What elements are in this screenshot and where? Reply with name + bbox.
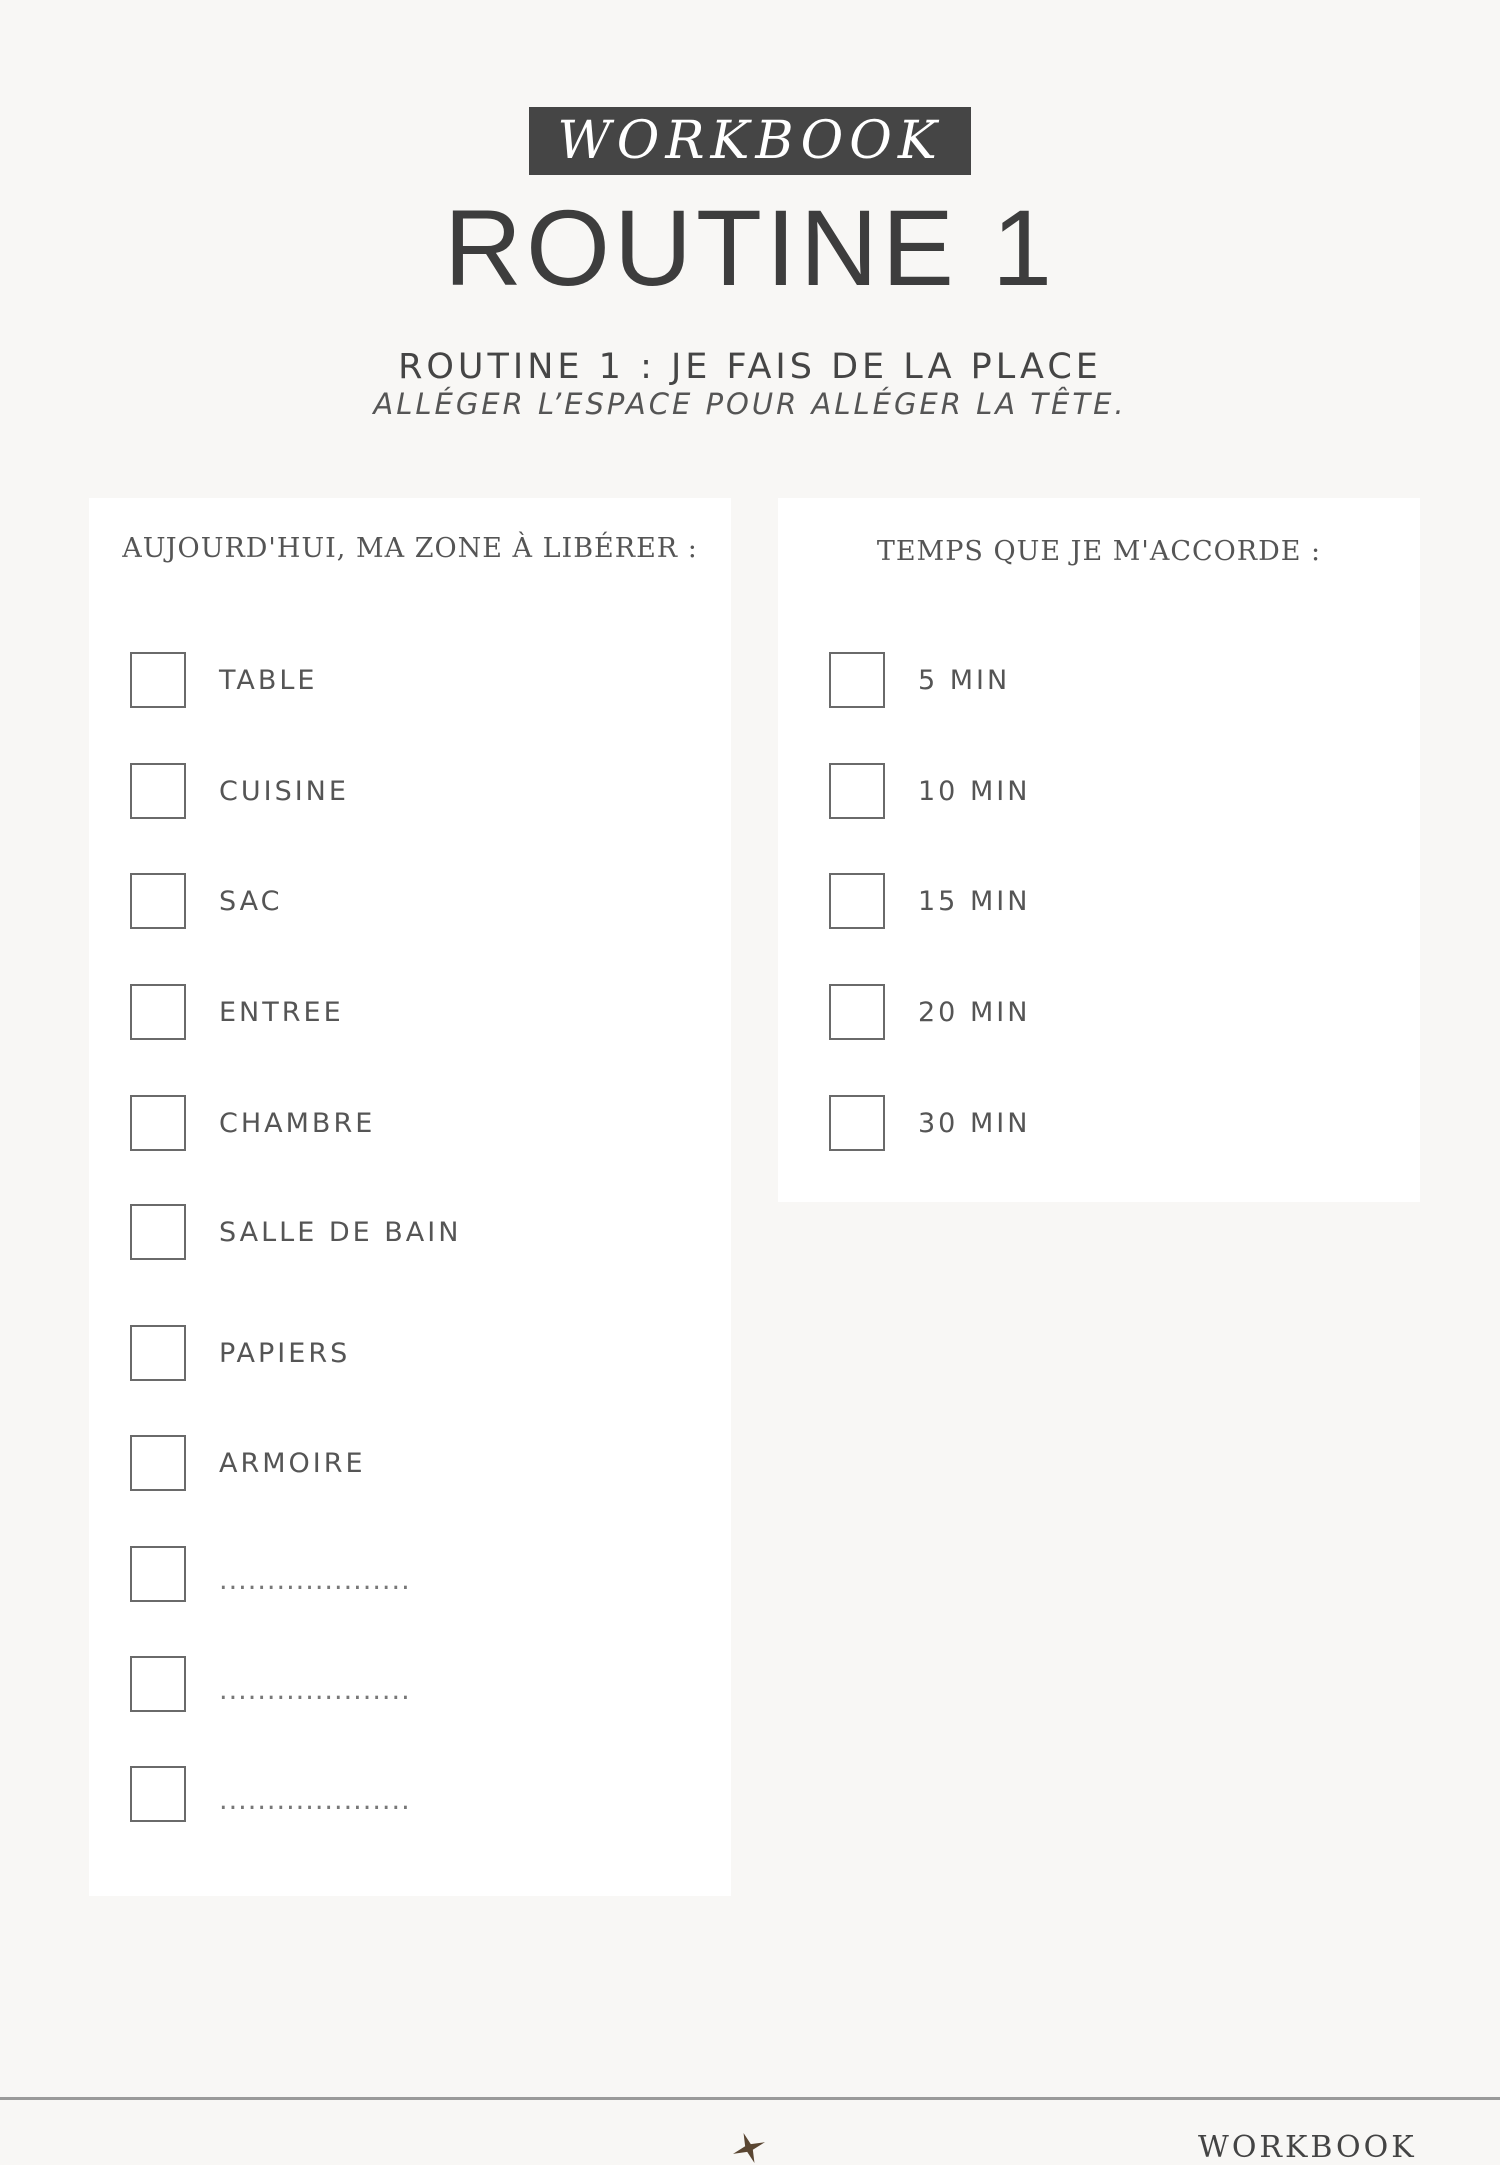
zone-item-label: SAC — [219, 885, 283, 917]
blank-line[interactable]: .................... — [219, 1564, 411, 1596]
zone-card-heading: AUJOURD'HUI, MA ZONE À LIBÉRER : — [122, 533, 698, 564]
time-item[interactable] — [829, 871, 1030, 931]
workbook-badge: WORKBOOK — [529, 107, 971, 175]
zone-item-blank[interactable] — [130, 1544, 411, 1604]
zone-item-label: TABLE — [219, 664, 318, 696]
zone-checkbox[interactable] — [130, 1435, 186, 1491]
time-checkbox[interactable] — [829, 873, 885, 929]
zone-item-label: CHAMBRE — [219, 1107, 376, 1139]
zone-item[interactable] — [130, 1323, 350, 1383]
zone-item-label: ENTREE — [219, 996, 344, 1028]
time-checkbox[interactable] — [829, 763, 885, 819]
page-subtitle: ROUTINE 1 : JE FAIS DE LA PLACE — [398, 347, 1102, 387]
time-checkbox[interactable] — [829, 984, 885, 1040]
time-item-label: 20 MIN — [918, 996, 1031, 1028]
zone-checkbox[interactable] — [130, 763, 186, 819]
time-card-heading: TEMPS QUE JE M'ACCORDE : — [876, 536, 1322, 567]
time-item[interactable] — [829, 761, 1030, 821]
time-item[interactable] — [829, 1093, 1030, 1153]
time-item-label: 15 MIN — [918, 885, 1031, 917]
zone-item-label: CUISINE — [219, 775, 349, 807]
time-item-label: 10 MIN — [918, 775, 1031, 807]
page-title: ROUTINE 1 — [443, 187, 1057, 308]
zone-item[interactable] — [130, 1093, 375, 1153]
zone-checkbox[interactable] — [130, 1325, 186, 1381]
zone-item-blank[interactable] — [130, 1764, 411, 1824]
zone-item-blank[interactable] — [130, 1654, 411, 1714]
zone-item[interactable] — [130, 1202, 461, 1262]
time-checkbox[interactable] — [829, 1095, 885, 1151]
zone-item[interactable] — [130, 650, 318, 710]
zone-item-label: ARMOIRE — [219, 1447, 366, 1479]
time-item-label: 5 MIN — [918, 664, 1011, 696]
zone-item[interactable] — [130, 761, 349, 821]
zone-checkbox[interactable] — [130, 1766, 186, 1822]
footer-divider — [0, 2097, 1500, 2100]
time-item-label: 30 MIN — [918, 1107, 1031, 1139]
footer-brand: WORKBOOK — [1198, 2130, 1417, 2165]
zone-item[interactable] — [130, 982, 344, 1042]
page-tagline: ALLÉGER L’ESPACE POUR ALLÉGER LA TÊTE. — [373, 387, 1127, 421]
zone-checkbox[interactable] — [130, 1204, 186, 1260]
zone-checkbox[interactable] — [130, 1095, 186, 1151]
time-item[interactable] — [829, 982, 1030, 1042]
zone-checkbox[interactable] — [130, 873, 186, 929]
time-item[interactable] — [829, 650, 1010, 710]
zone-checkbox[interactable] — [130, 652, 186, 708]
zone-item-label: PAPIERS — [219, 1337, 351, 1369]
zone-item-label: SALLE DE BAIN — [219, 1216, 462, 1248]
blank-line[interactable]: .................... — [219, 1674, 411, 1706]
time-checkbox[interactable] — [829, 652, 885, 708]
zone-checkbox[interactable] — [130, 1656, 186, 1712]
zone-item[interactable] — [130, 1433, 366, 1493]
zone-checkbox[interactable] — [130, 1546, 186, 1602]
zone-checkbox[interactable] — [130, 984, 186, 1040]
blank-line[interactable]: .................... — [219, 1784, 411, 1816]
zone-item[interactable] — [130, 871, 283, 931]
sparkle-star-icon — [731, 2131, 767, 2165]
